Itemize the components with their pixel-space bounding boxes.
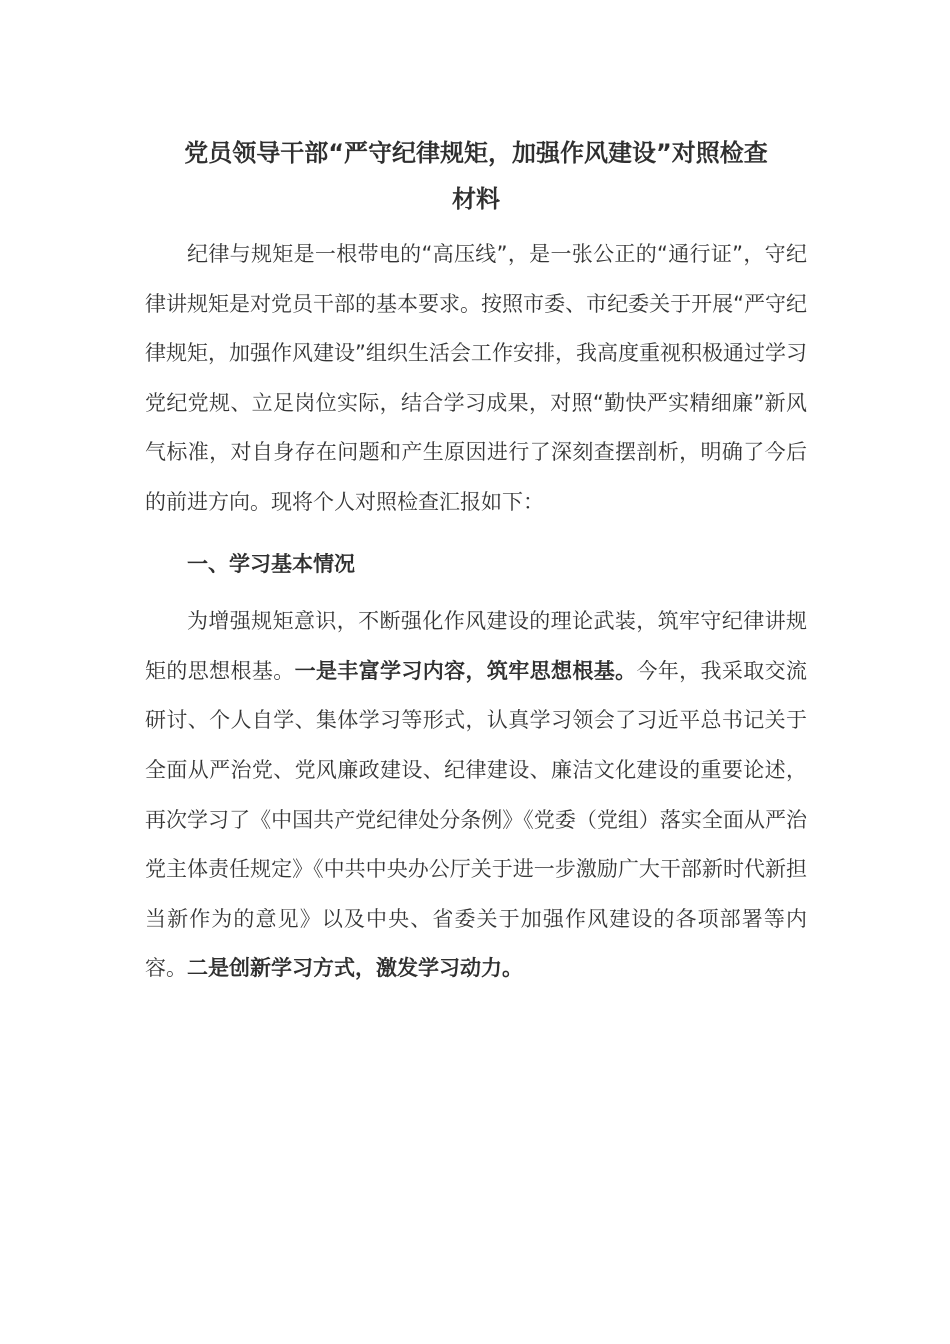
title-line-2: 材料 xyxy=(452,185,500,213)
section-text-b: 今年，我采取交流研讨、个人自学、集体学习等形式，认真学习领会了习近平总书记关于全面从严治党、党风廉政建设、纪律建设、廉洁文化建设的重要论述，再次学习了《中国共产党纪律处分条例》《党委（党组）落实全面从严治党主体责任规定》《中共中央办公厅关于进一步激励广大干部新时代新担当新作为的意见》以及中央、省委关于加强作风建设的各项部署等内容。 xyxy=(145,658,808,981)
document-title xyxy=(145,130,807,222)
section-paragraph xyxy=(145,597,807,994)
document-body xyxy=(145,130,807,994)
title-line-1: 党员领导干部“严守纪律规矩，加强作风建设”对照检查 xyxy=(184,139,768,167)
section-heading: 一、学习基本情况 xyxy=(187,551,355,576)
intro-paragraph: 纪律与规矩是一根带电的“高压线”，是一张公正的“通行证”，守纪律讲规矩是对党员干部的基本要求。按照市委、市纪委关于开展“严守纪律规矩，加强作风建设”组织生活会工作安排，我高度重视积极通过学习党纪党规、立足岗位实际，结合学习成果，对照“勤快严实精细廉”新风气标准，对自身存在问题和产生原因进行了深刻查摆剖析，明确了今后的前进方向。现将个人对照检查汇报如下： xyxy=(145,242,807,514)
section-text-a: 为增强规矩意识，不断强化作风建设的理论武装，筑牢守纪律讲规矩的思想根基。 xyxy=(145,609,807,683)
section-bold-a: 一是丰富学习内容，筑牢思想根基。 xyxy=(294,658,637,683)
section-bold-b: 二是创新学习方式，激发学习动力。 xyxy=(187,956,523,981)
